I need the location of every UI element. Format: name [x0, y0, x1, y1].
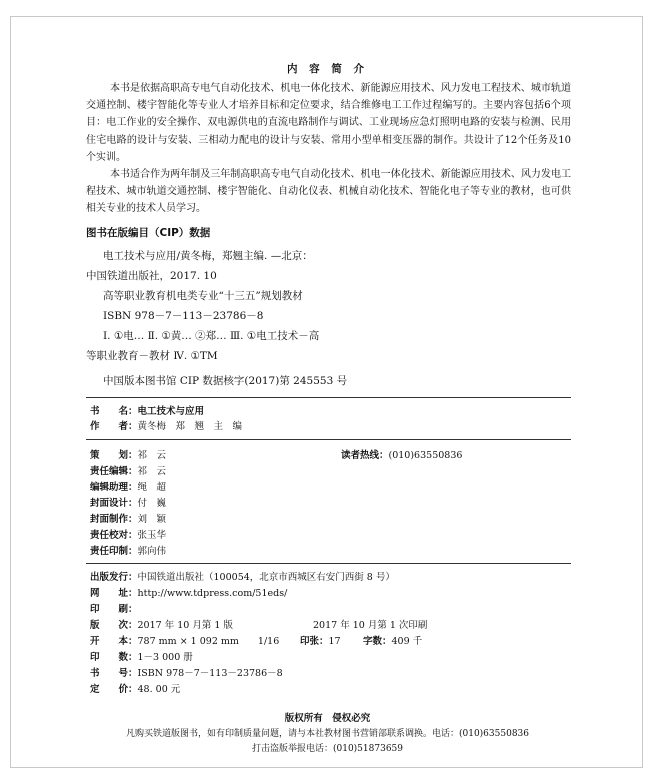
assistant-value: 绳 超: [137, 482, 167, 493]
divider-top: [86, 397, 571, 398]
hotline-value: (010)63550836: [388, 450, 463, 461]
proof-label: 责任校对：: [90, 530, 138, 541]
sheets-row: [300, 633, 341, 647]
edition-row: [90, 617, 233, 631]
cover-make-row: [90, 511, 166, 525]
edition-value: 2017 年 10 月第 1 版: [137, 620, 233, 631]
isbn-label: 书 号：: [90, 668, 138, 679]
summary-paragraph-2: 本书适合作为两年制及三年制高职高专电气自动化技术、机电一体化技术、新能源应用技术、风力发电工程技术、城市轨道交通控制、楼宇智能化、自动化仪表、机械自动化技术、智能化电子等专业的教材，也可供相关专业的技术人员学习。: [86, 169, 571, 215]
assistant-label: 编辑助理：: [90, 482, 138, 493]
planning-row: [90, 447, 166, 461]
print-row: [90, 543, 166, 557]
publisher-row: [90, 569, 395, 583]
edition-label: 版 次：: [90, 620, 138, 631]
printer-label: 印 刷：: [90, 604, 138, 615]
sheets-value: 17: [328, 636, 341, 647]
cip-line-5: Ⅰ. ①电… Ⅱ. ①黄… ②郑… Ⅲ. ①电工技术－高: [103, 330, 320, 342]
rights-notice: 版权所有 侵权必究: [284, 713, 371, 724]
sheets-label: 印张：: [300, 636, 329, 647]
editor-label: 责任编辑：: [90, 466, 138, 477]
book-name-value: 电工技术与应用: [137, 406, 205, 417]
summary-title: 内 容 简 介: [287, 63, 368, 75]
price-label: 定 价：: [90, 684, 138, 695]
printer-row: [90, 601, 138, 615]
print-value: 郭向伟: [137, 546, 167, 557]
isbn-row: [90, 665, 283, 679]
cip-line-2: 中国铁道出版社，2017. 10: [86, 270, 217, 282]
cip-line-1: 电工技术与应用/黄冬梅，郑翘主编. —北京：: [103, 250, 313, 262]
quality-notice: 凡购买铁道版图书，如有印制质量问题，请与本社教材图书营销部联系调换。电话：(010)63550836: [125, 729, 529, 739]
book-name-label: 书 名：: [90, 406, 138, 417]
cover-design-row: [90, 495, 166, 509]
cip-data-number: 中国版本图书馆 CIP 数据核字(2017)第 245553 号: [103, 375, 348, 387]
impression-value: 2017 年 10 月第 1 次印刷: [313, 620, 428, 631]
cip-heading: 图书在版编目（CIP）数据: [86, 227, 211, 239]
website-label: 网 址：: [90, 588, 138, 599]
publisher-label: 出版发行：: [90, 572, 138, 583]
cover-make-value: 刘 颖: [137, 514, 167, 525]
summary-paragraph-1: 本书是依据高职高专电气自动化技术、机电一体化技术、新能源应用技术、风力发电工程技术、城市轨道交通控制、楼宇智能化等专业人才培养目标和定位要求，结合维修电工工作过程编写的。主要内容包括6个项目：电工作业的安全操作、双电源供电的直流电路制作与调试、工业现场应急灯照明电路的安装与检测、民用住宅电路的设计与安装、三相动力配电的设计与安装、常用小型单相变压器的制作。共设计了12个任务及10个实训。: [86, 83, 571, 163]
assistant-row: [90, 479, 166, 493]
isbn-value: ISBN 978－7－113－23786－8: [137, 668, 283, 679]
words-row: [363, 633, 422, 647]
print-label: 责任印制：: [90, 546, 138, 557]
planning-value: 祁 云: [137, 450, 167, 461]
cip-line-3: 高等职业教育机电类专业“十三五”规划教材: [103, 290, 303, 302]
editor-row: [90, 463, 166, 477]
hotline-label: 读者热线：: [341, 450, 389, 461]
hotline-row: [341, 447, 462, 461]
proof-value: 张玉华: [137, 530, 167, 541]
print-run-value: 1－3 000 册: [137, 652, 193, 663]
print-run-row: [90, 649, 193, 663]
website-row: [90, 585, 287, 599]
book-author-label: 作 者：: [90, 421, 138, 432]
book-author-row: [90, 418, 242, 432]
cover-make-label: 封面制作：: [90, 514, 138, 525]
price-value: 48. 00 元: [137, 684, 181, 695]
cip-line-4: ISBN 978－7－113－23786－8: [103, 310, 264, 322]
divider-staff: [86, 439, 571, 440]
format-row: [90, 633, 279, 647]
format-value: 787 mm × 1 092 mm 1/16: [137, 636, 280, 647]
words-value: 409 千: [391, 636, 423, 647]
cover-design-label: 封面设计：: [90, 498, 138, 509]
editor-value: 祁 云: [137, 466, 167, 477]
format-label: 开 本：: [90, 636, 138, 647]
print-run-label: 印 数：: [90, 652, 138, 663]
proof-row: [90, 527, 166, 541]
planning-label: 策 划：: [90, 450, 138, 461]
price-row: [90, 681, 180, 695]
words-label: 字数：: [363, 636, 392, 647]
book-name-row: [90, 403, 204, 417]
piracy-hotline: 打击盗版举报电话：(010)51873659: [251, 744, 403, 754]
cip-line-6: 等职业教育－教材 Ⅳ. ①TM: [86, 350, 218, 362]
cover-design-value: 付 巍: [137, 498, 167, 509]
website-value: http://www.tdpress.com/51eds/: [137, 588, 288, 599]
book-author-value: 黄冬梅 郑 翘 主 编: [137, 421, 243, 432]
publisher-value: 中国铁道出版社（100054，北京市西城区右安门西街 8 号）: [137, 572, 395, 583]
divider-publish: [86, 563, 571, 564]
